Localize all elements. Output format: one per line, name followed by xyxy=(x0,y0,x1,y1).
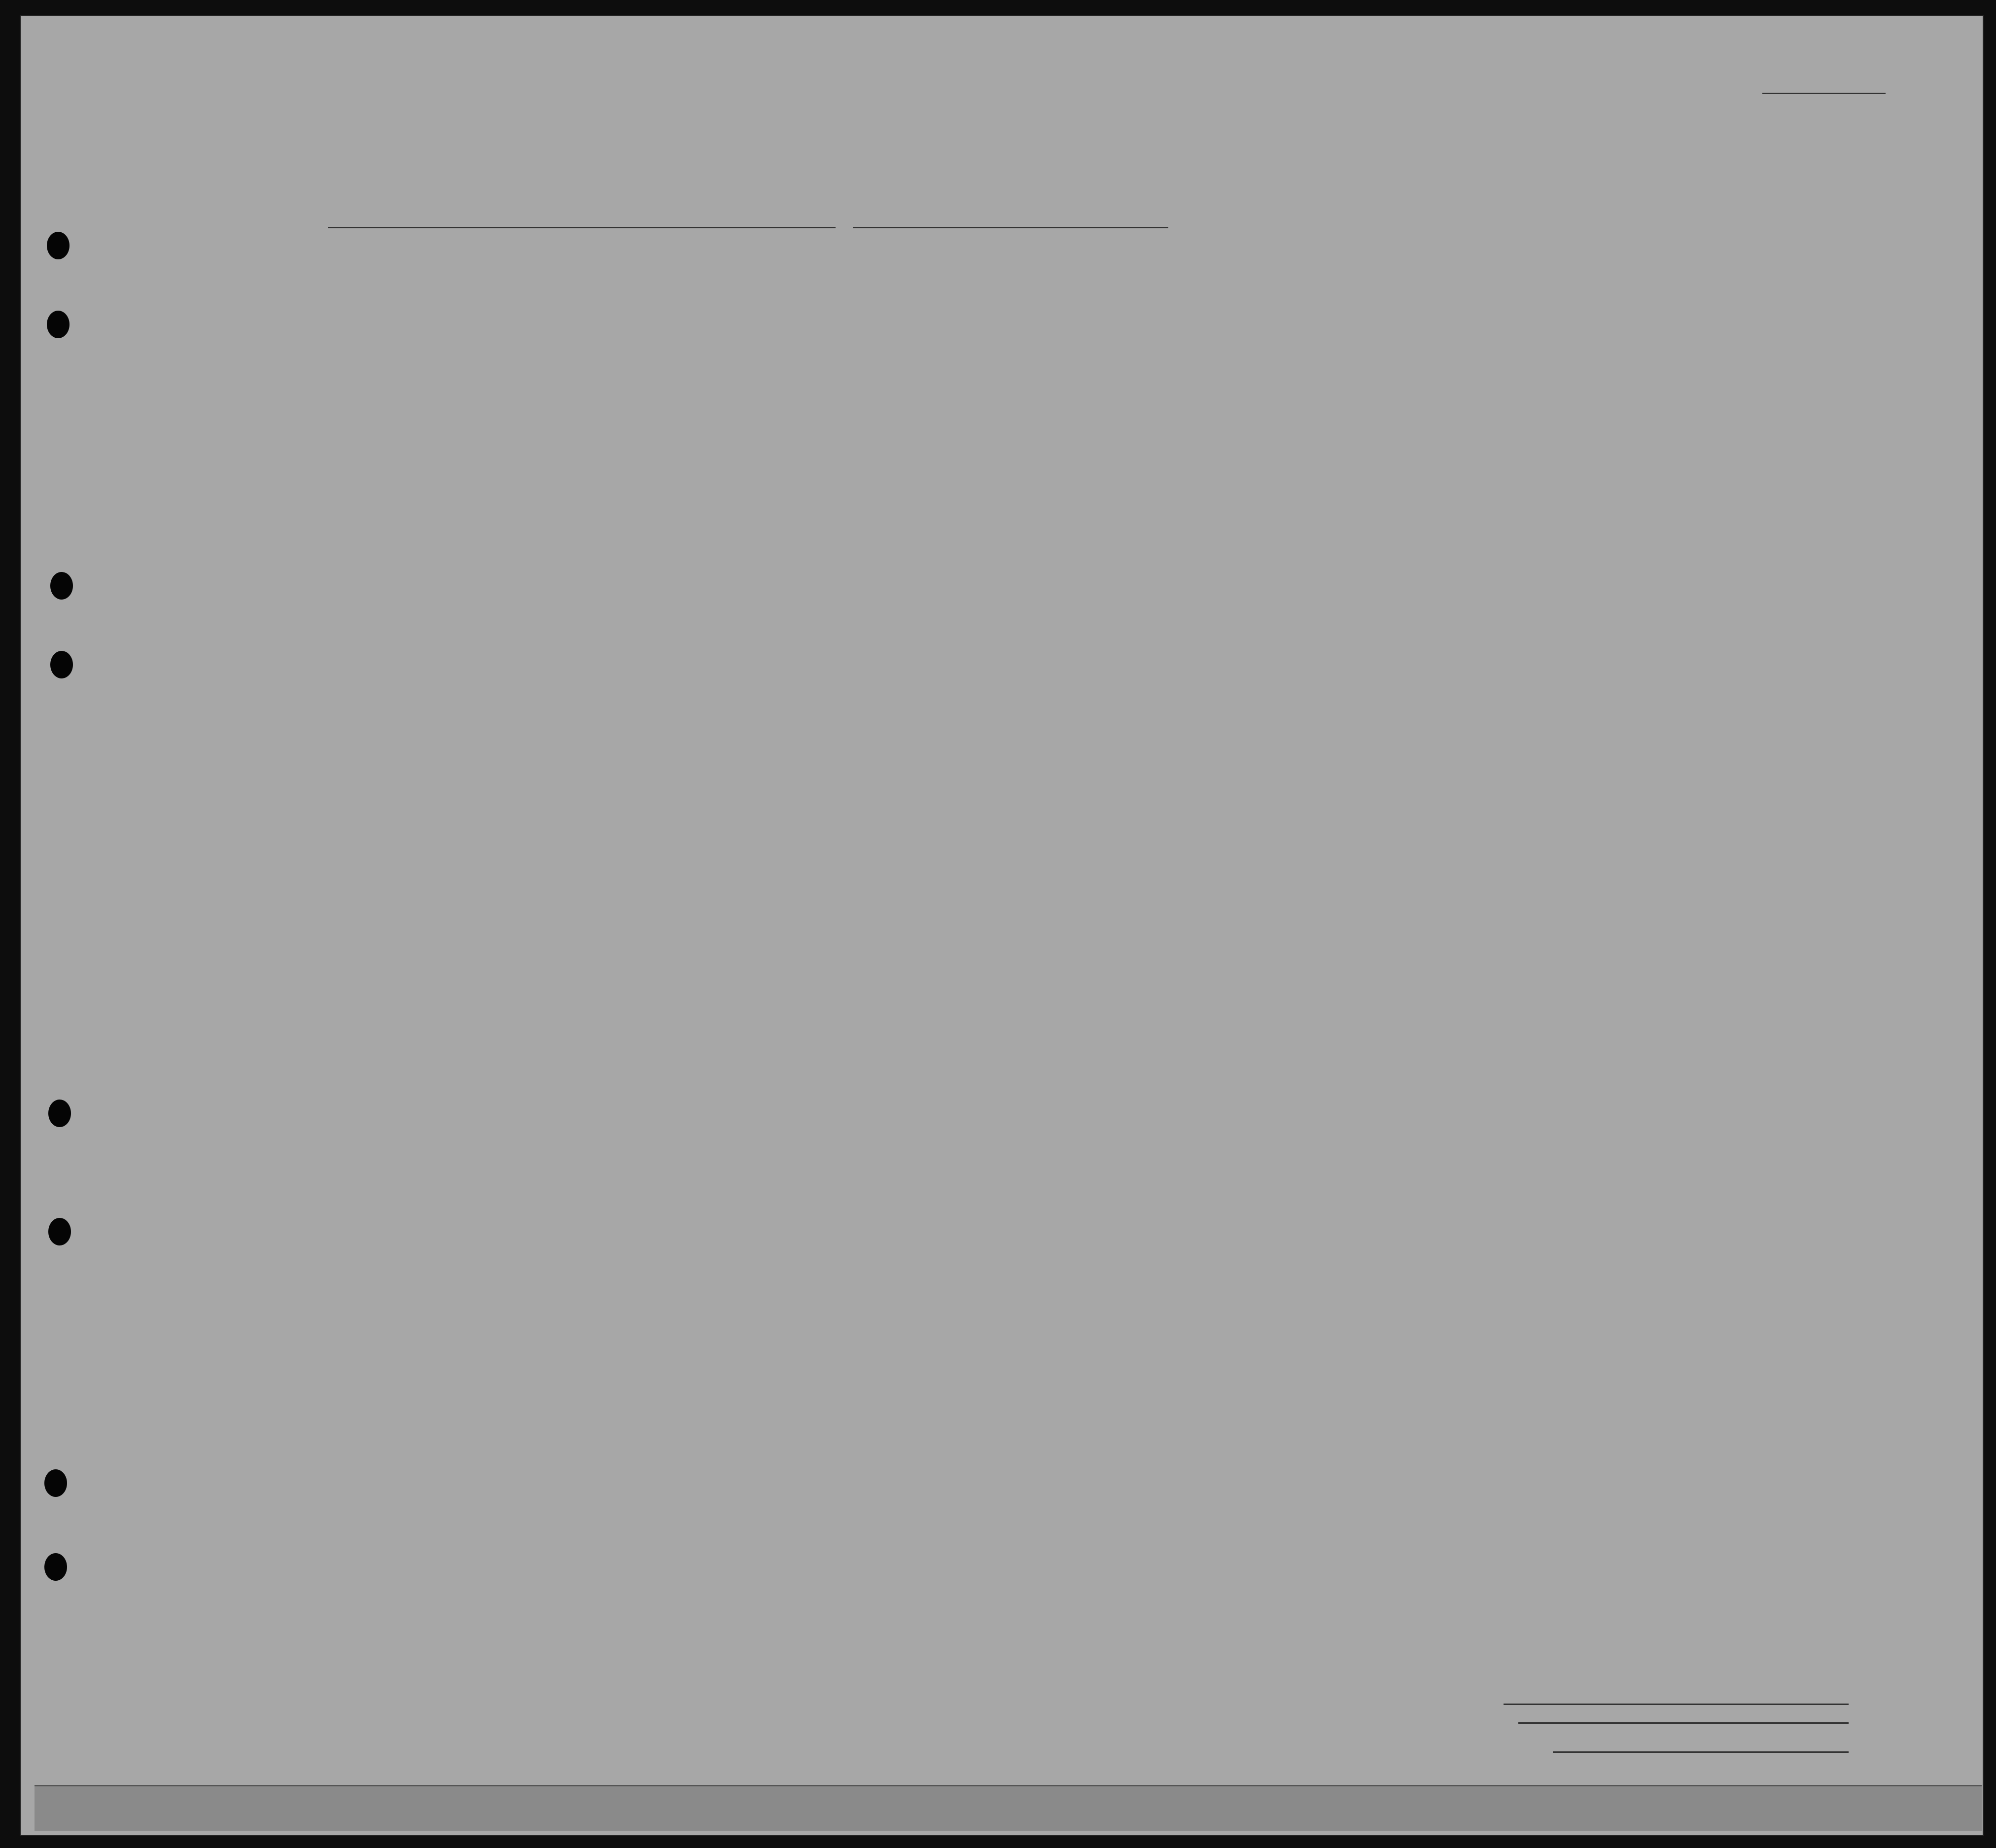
list-underline xyxy=(1762,93,1886,94)
binder-hole xyxy=(44,1553,67,1581)
binder-hole xyxy=(48,1218,71,1245)
line-underline xyxy=(1504,1704,1849,1705)
binder-hole xyxy=(48,1100,71,1127)
binder-hole xyxy=(44,1469,67,1497)
manifest-sheet xyxy=(20,15,1984,1836)
binder-hole xyxy=(47,232,70,259)
binder-hole xyxy=(47,311,70,338)
port-underline xyxy=(328,227,836,228)
date-underline xyxy=(853,227,1168,228)
binder-hole xyxy=(50,651,73,678)
agents-underline xyxy=(1553,1751,1849,1753)
underlying-page-edge xyxy=(35,1785,1982,1831)
owners-underline xyxy=(1518,1722,1849,1724)
binder-hole xyxy=(50,572,73,600)
